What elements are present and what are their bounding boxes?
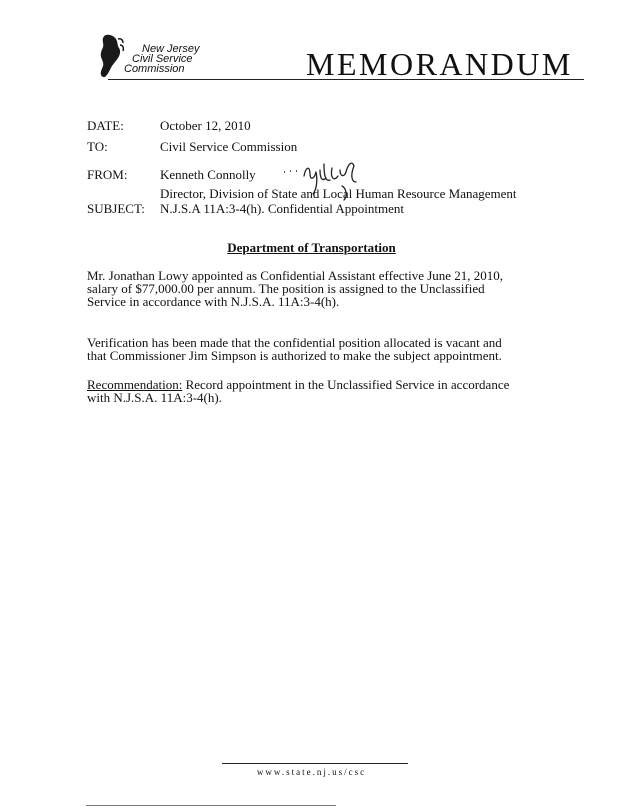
handwritten-signature — [280, 156, 390, 207]
paragraph-line: that Commissioner Jim Simpson is authorized to make the subject appointment. — [87, 348, 502, 363]
date-value: October 12, 2010 — [160, 118, 251, 133]
document-title: MEMORANDUM — [306, 46, 573, 82]
paragraph-recommendation — [87, 378, 557, 404]
commission-logo — [92, 33, 202, 81]
paragraph-appointment — [87, 269, 557, 308]
org-name — [120, 44, 199, 74]
section-title: Department of Transportation — [227, 240, 396, 255]
from-label: FROM: — [87, 167, 128, 182]
paragraph-line: Service in accordance with N.J.S.A. 11A:3-4(h). — [87, 294, 340, 309]
subject-label: SUBJECT: — [87, 201, 145, 216]
recommendation-line2: with N.J.S.A. 11A:3-4(h). — [87, 390, 222, 405]
org-name-line3: Commission — [124, 63, 185, 75]
footer-divider — [222, 763, 408, 764]
recommendation-label: Recommendation: — [87, 377, 183, 392]
from-name: Kenneth Connolly — [160, 167, 256, 182]
paragraph-verification — [87, 336, 557, 362]
subject-value: N.J.S.A 11A:3-4(h). Confidential Appointment — [160, 201, 404, 216]
date-label: DATE: — [87, 118, 124, 133]
org-name-line2: Civil Service — [132, 53, 193, 65]
scan-artifact-line — [86, 805, 336, 806]
footer-url: www.state.nj.us/csc — [256, 767, 367, 777]
paragraph-line: Mr. Jonathan Lowy appointed as Confidential Assistant effective June 21, 2010, — [87, 268, 504, 283]
recommendation-text: Record appointment in the Unclassified Service in accordance — [182, 377, 510, 392]
org-name-line1: New Jersey — [142, 43, 200, 55]
paragraph-line: salary of $77,000.00 per annum. The position is assigned to the Unclassified — [87, 281, 485, 296]
from-title: Director, Division of State and Local Human Resource Management — [160, 186, 517, 201]
to-value: Civil Service Commission — [160, 139, 298, 154]
to-label: TO: — [87, 139, 108, 154]
paragraph-line: Verification has been made that the confidential position allocated is vacant and — [87, 335, 502, 350]
